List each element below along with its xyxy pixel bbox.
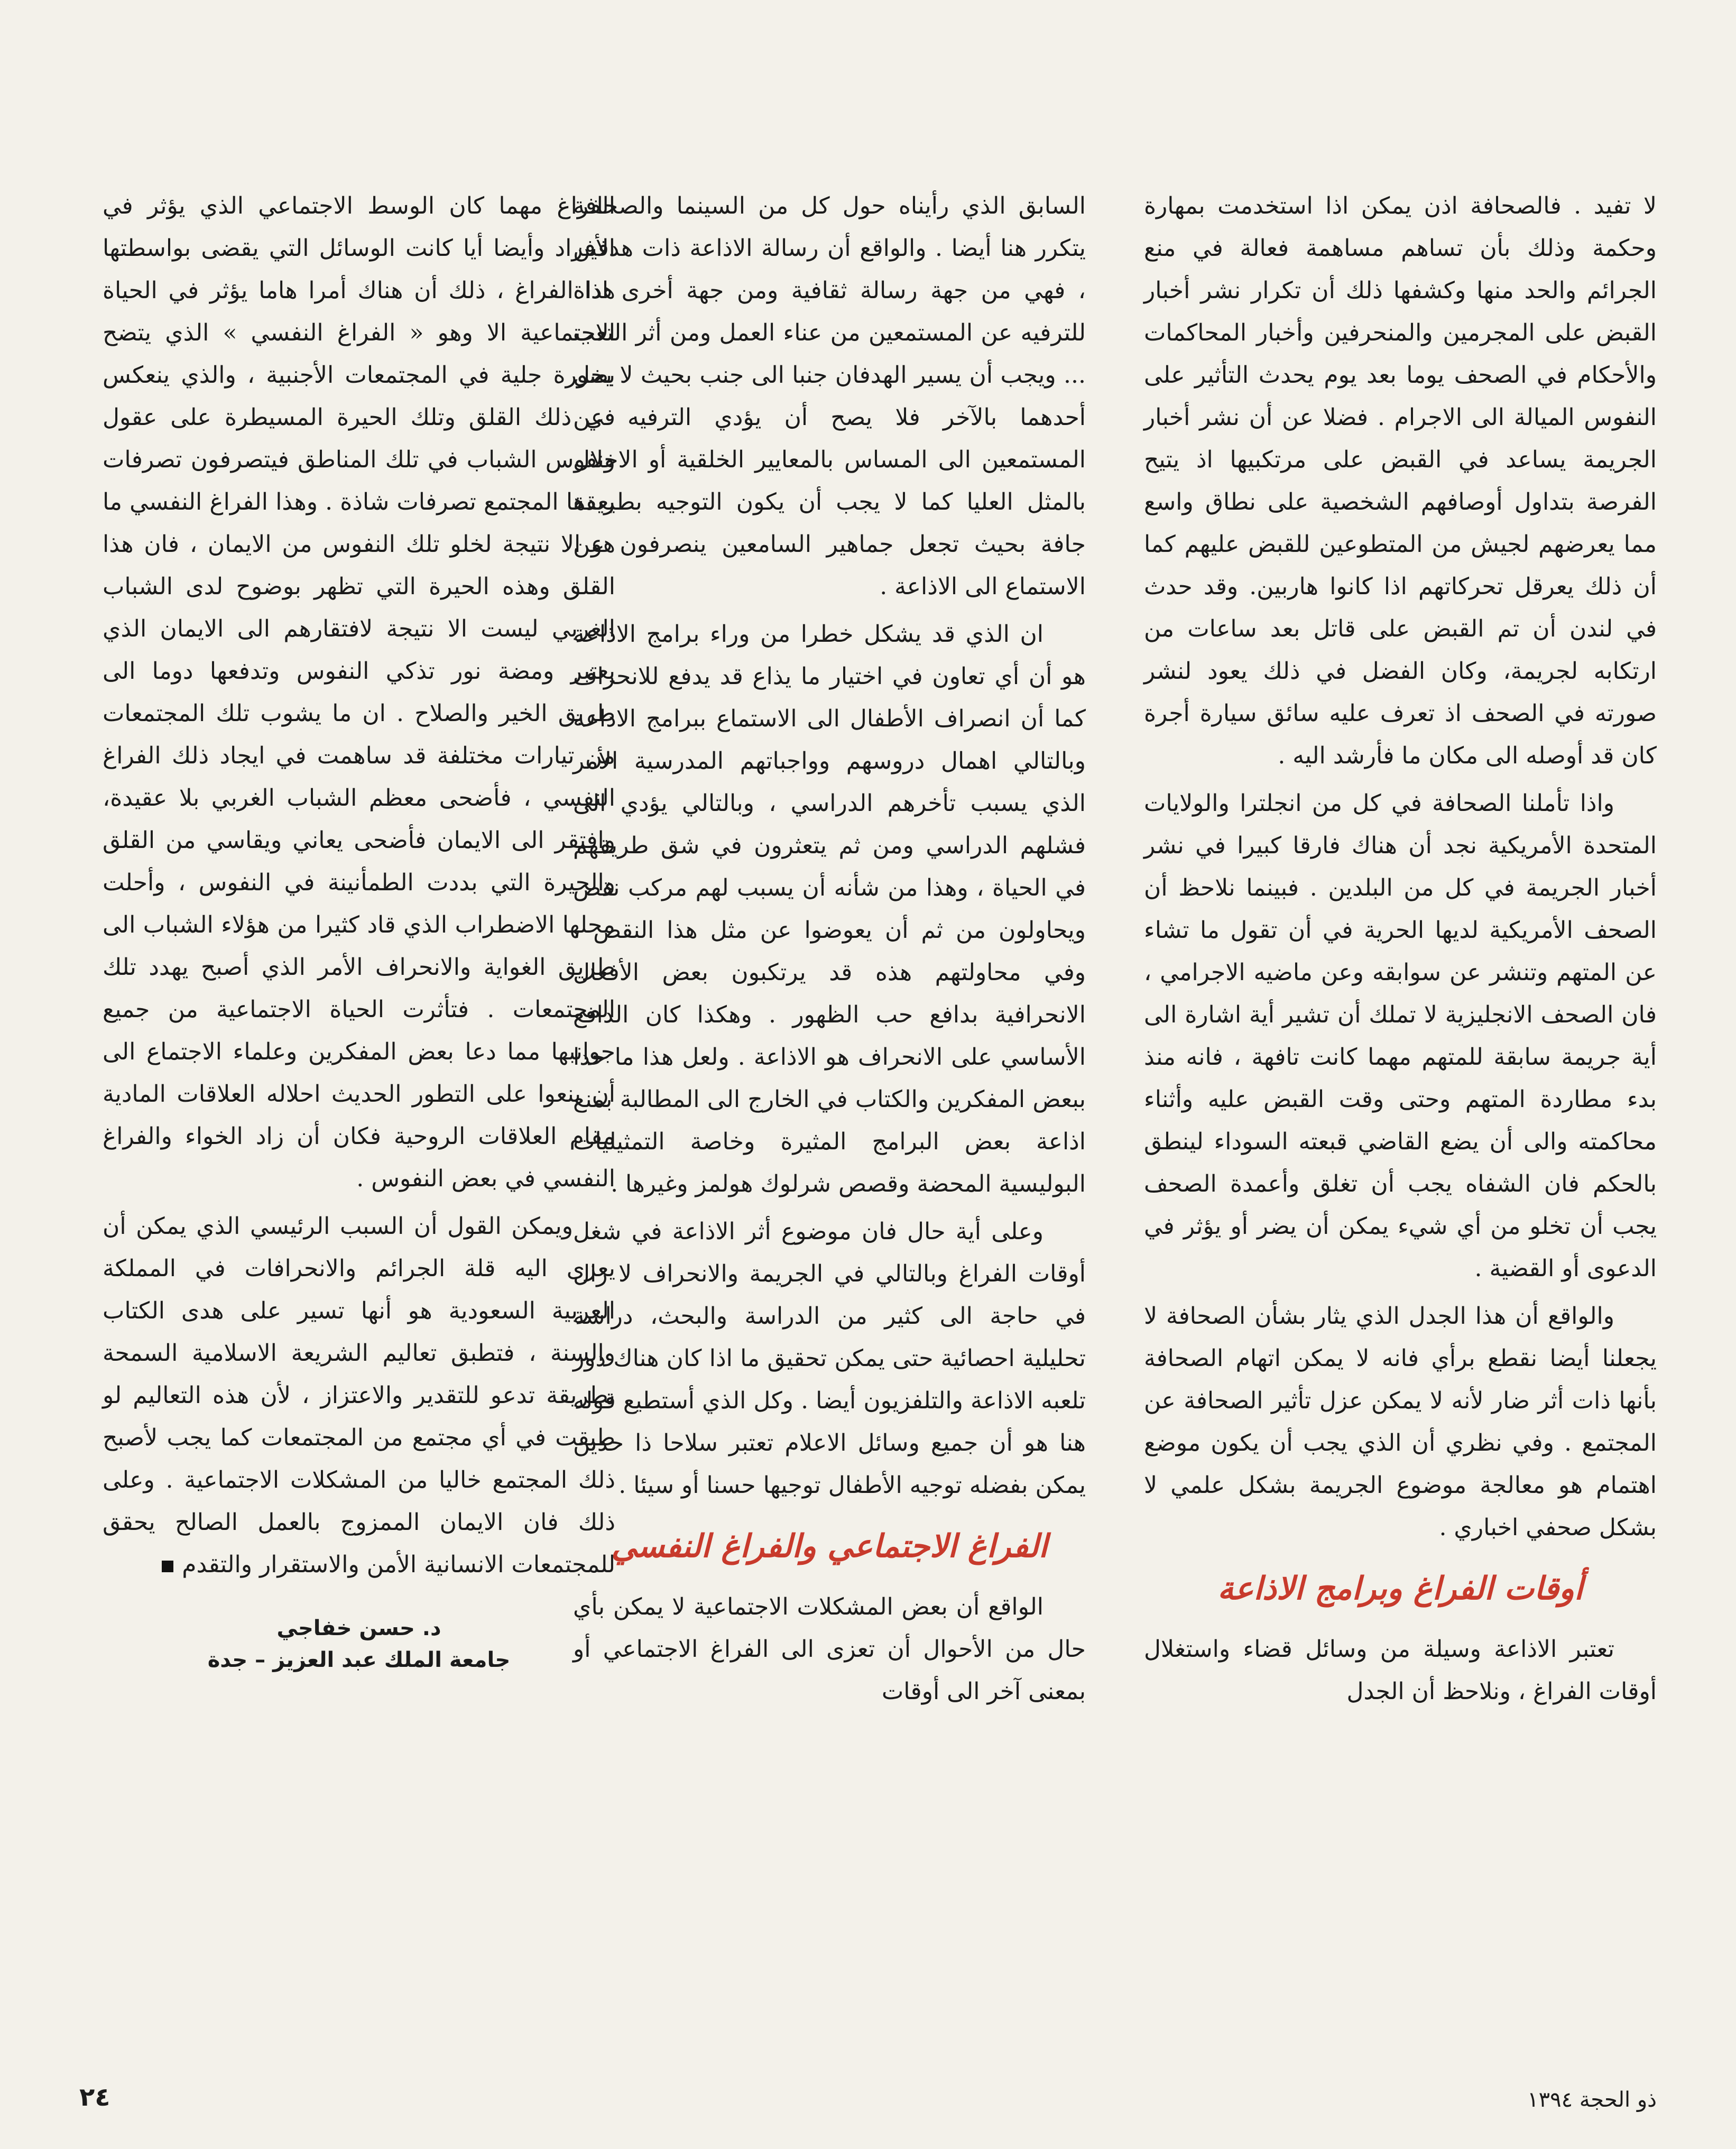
page-number: ٢٤ <box>79 2082 110 2112</box>
paragraph: واذا تأملنا الصحافة في كل من انجلترا والولايات المتحدة الأمريكية نجد أن هناك فارقا كبيرا في نشر أخبار الجريمة في كل من البلدين . فبينما نلاحظ أن الصحف الأمريكية لديها الحرية في أن تقول ما تشاء عن المتهم وتنشر عن سوابقه وعن ماضيه الاجرامي ، فان الصحف الانجليزية لا تملك أن تشير أية اشارة الى أية جريمة سابقة للمتهم مهما كانت تافهة ، فانه منذ بدء مطاردة المتهم وحتى وقت القبض عليه وأثناء محاكمته والى أن يضع القاضي قبعته السوداء لينطق بالحكم فان الشفاه يجب أن تغلق وأعمدة الصحف يجب أن تخلو من أي شيء يمكن أن يضر أو يؤثر في الدعوى أو القضية . <box>1144 790 1657 1282</box>
paragraph-final <box>103 1205 615 1586</box>
paragraph: السابق الذي رأيناه حول كل من السينما والصحافة يتكرر هنا أيضا . والواقع أن رسالة الاذاعة ذات هدفين ، فهي من جهة رسالة ثقافية ومن جهة أخرى اداة للترفيه عن المستمعين من عناء العمل ومن أثر التعب ... ويجب أن يسير الهدفان جنبا الى جنب بحيث لا يخل أحدهما بالآخر فلا يصح أن يؤدي الترفيه عن المستمعين الى المساس بالمعايير الخلقية أو الاخلال بالمثل العليا كما لا يجب أن يكون التوجيه بطريقة جافة بحيث تجعل جماهير السامعين ينصرفون عن الاستماع الى الاذاعة . <box>573 192 1086 600</box>
end-of-article-mark <box>162 1561 173 1572</box>
column-right <box>1144 185 1657 1718</box>
section-heading-social-psychological-void: الفراغ الاجتماعي والفراغ النفسي <box>611 1528 1048 1565</box>
paragraph: لا تفيد . فالصحافة اذن يمكن اذا استخدمت بمهارة وحكمة وذلك بأن تساهم مساهمة فعالة في منع الجرائم والحد منها وكشفها ذلك أن تكرار نشر أخبار القبض على المجرمين والمنحرفين وأخبار المحاكمات والأحكام في الصحف يوما بعد يوم يحدث التأثير على النفوس الميالة الى الاجرام . فضلا عن أن نشر أخبار الجريمة يساعد في القبض على مرتكبيها اذ يتيح الفرصة بتداول أوصافهم الشخصية على نطاق واسع مما يعرضهم لجيش من المتطوعين للقبض عليهم كما أن ذلك يعرقل تحركاتهم اذا كانوا هاربين. وقد حدث في لندن أن تم القبض على قاتل بعد ساعات من ارتكابه لجريمة، وكان الفضل في ذلك يعود لنشر صورته في الصحف اذ تعرف عليه سائق سيارة أجرة كان قد أوصله الى مكان ما فأرشد اليه . <box>1144 192 1657 769</box>
issue-date: ذو الحجة ١٣٩٤ <box>1527 2088 1657 2112</box>
author-name: د. حسن خفاجي <box>276 1616 441 1640</box>
paragraph: الفراغ مهما كان الوسط الاجتماعي الذي يؤثر في الأفراد وأيضا أيا كانت الوسائل التي يقضى بواسطتها هذا الفراغ ، ذلك أن هناك أمرا هاما يؤثر في الحياة الاجتماعية الا وهو « الفراغ النفسي » الذي يتضح بصورة جلية في المجتمعات الأجنبية ، والذي ينعكس في ذلك القلق وتلك الحيرة المسيطرة على عقول ونفوس الشباب في تلك المناطق فيتصرفون تصرفات يعدها المجتمع تصرفات شاذة . وهذا الفراغ النفسي ما هو الا نتيجة لخلو تلك النفوس من الايمان ، فان هذا القلق وهذه الحيرة التي تظهر بوضوح لدى الشباب الغربي ليست الا نتيجة لافتقارهم الى الايمان الذي يعتبر ومضة نور تذكي النفوس وتدفعها دوما الى طريق الخير والصلاح . ان ما يشوب تلك المجتمعات من تيارات مختلفة قد ساهمت في ايجاد ذلك الفراغ النفسي ، فأضحى معظم الشباب الغربي بلا عقيدة، وافتقر الى الايمان فأضحى يعاني ويقاسي من القلق والحيرة التي بددت الطمأنينة في النفوس ، وأحلت محلها الاضطراب الذي قاد كثيرا من هؤلاء الشباب الى طريق الغواية والانحراف الأمر الذي أصبح يهدد تلك المجتمعات . فتأثرت الحياة الاجتماعية من جميع جوانبها مما دعا بعض المفكرين وعلماء الاجتماع الى أن ينعوا على التطور الحديث احلاله العلاقات المادية مقام العلاقات الروحية فكان أن زاد الخواء والفراغ النفسي في بعض النفوس . <box>103 192 615 1192</box>
column-middle <box>573 185 1086 1718</box>
author-signature <box>103 1612 615 1676</box>
paragraph: وعلى أية حال فان موضوع أثر الاذاعة في شغل أوقات الفراغ وبالتالي في الجريمة والانحراف لا زال في حاجة الى كثير من الدراسة والبحث، دراسة تحليلية احصائية حتى يمكن تحقيق ما اذا كان هناك دور تلعبه الاذاعة والتلفزيون أيضا . وكل الذي أستطيع قوله هنا هو أن جميع وسائل الاعلام تعتبر سلاحا ذا حدين يمكن بفضله توجيه الأطفال توجيها حسنا أو سيئا . <box>573 1218 1086 1499</box>
paragraph-text: ويمكن القول أن السبب الرئيسي الذي يمكن أن يعزى اليه قلة الجرائم والانحرافات في المملكة العربية السعودية هو أنها تسير على هدى الكتاب والسنة ، فتطبق تعاليم الشريعة الاسلامية السمحة بطريقة تدعو للتقدير والاعتزاز ، لأن هذه التعاليم لو طبقت في أي مجتمع من المجتمعات كما يجب لأصبح ذلك المجتمع خاليا من المشكلات الاجتماعية . وعلى ذلك فان الايمان الممزوج بالعمل الصالح يحقق للمجتمعات الانسانية الأمن والاستقرار والتقدم <box>103 1213 615 1578</box>
column-left <box>103 185 615 1676</box>
page-footer <box>79 2080 1657 2112</box>
paragraph: تعتبر الاذاعة وسيلة من وسائل قضاء واستغلال أوقات الفراغ ، ونلاحظ أن الجدل <box>1144 1636 1657 1705</box>
author-affiliation: جامعة الملك عبد العزيز – جدة <box>207 1648 511 1672</box>
section-heading-leisure-radio: أوقات الفراغ وبرامج الاذاعة <box>1217 1570 1583 1607</box>
paragraph: والواقع أن هذا الجدل الذي يثار بشأن الصحافة لا يجعلنا أيضا نقطع برأي فانه لا يمكن اتهام الصحافة بأنها ذات أثر ضار لأنه لا يمكن عزل تأثير الصحافة عن المجتمع . وفي نظري أن الذي يجب أن يكون موضع اهتمام هو معالجة موضوع الجريمة بشكل علمي لا بشكل صحفي اخباري . <box>1144 1303 1657 1541</box>
paragraph: الواقع أن بعض المشكلات الاجتماعية لا يمكن بأي حال من الأحوال أن تعزى الى الفراغ الاجتماعي أو بمعنى آخر الى أوقات <box>573 1593 1086 1705</box>
paragraph: ان الذي قد يشكل خطرا من وراء برامج الاذاعة هو أن أي تعاون في اختيار ما يذاع قد يدفع للانحراف كما أن انصراف الأطفال الى الاستماع ببرامج الاذاعة وبالتالي اهمال دروسهم وواجباتهم المدرسية الأمر الذي يسبب تأخرهم الدراسي ، وبالتالي يؤدي الى فشلهم الدراسي ومن ثم يتعثرون في شق طريقهم في الحياة ، وهذا من شأنه أن يسبب لهم مركب نقص ويحاولون من ثم أن يعوضوا عن مثل هذا النقص ، وفي محاولتهم هذه قد يرتكبون بعض الأفعال الانحرافية بدافع حب الظهور . وهكذا كان الدافع الأساسي على الانحراف هو الاذاعة . ولعل هذا ما حدا ببعض المفكرين والكتاب في الخارج الى المطالبة بمنع اذاعة بعض البرامج المثيرة وخاصة التمثيليات البوليسية المحضة وقصص شرلوك هولمز وغيرها . <box>573 621 1086 1197</box>
